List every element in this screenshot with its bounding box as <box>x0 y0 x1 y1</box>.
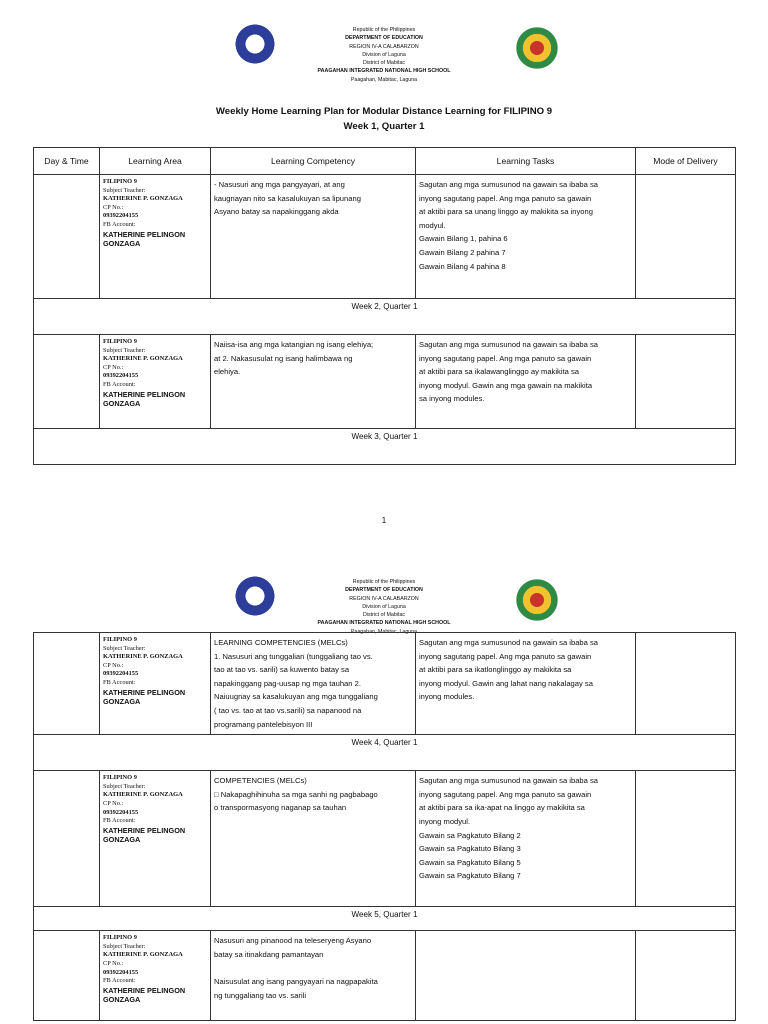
day-time-cell <box>34 335 100 429</box>
competency-line: Naiuugnay sa kasalukuyan ang mga tunggaliang <box>214 692 378 702</box>
teacher-name: KATHERINE P. GONZAGA <box>103 951 183 959</box>
fb-name: GONZAGA <box>103 697 141 707</box>
teacher-name: KATHERINE P. GONZAGA <box>103 791 183 799</box>
cp-label: CP No.: <box>103 203 124 211</box>
page-number: 1 <box>381 516 387 525</box>
table-row <box>34 633 736 735</box>
cp-number: 09392204155 <box>103 212 139 220</box>
task-line: inyong sagutang papel. Ang mga panuto sa gawain <box>419 353 592 363</box>
competency-spacer <box>214 961 412 975</box>
fb-name: KATHERINE PELINGON <box>103 389 186 399</box>
week-label: Week 4, Quarter 1 <box>34 735 736 771</box>
subject-label: FILIPINO 9 <box>103 636 137 643</box>
checkbox-glyph-icon: □ <box>214 789 219 799</box>
task-line: Sagutan ang mga sumusunod na gawain sa ibaba sa <box>419 638 599 647</box>
header-line: District of Mabitac <box>362 612 406 619</box>
tasks-cell <box>416 175 636 299</box>
cp-number: 09392204155 <box>103 372 139 380</box>
learning-area-cell <box>100 335 211 429</box>
week-label: Week 2, Quarter 1 <box>34 299 736 335</box>
day-time-cell <box>34 175 100 299</box>
competency-line: Naisusulat ang isang pangyayari na nagpapakita <box>214 976 378 986</box>
mode-of-delivery-cell <box>636 931 736 1021</box>
table-header-row <box>34 148 736 175</box>
header-line: Division of Laguna <box>362 603 406 610</box>
task-line: Sagutan ang mga sumusunod na gawain sa ibaba sa <box>419 340 599 349</box>
task-line: inyong sagutang papel. Ang mga panuto sa gawain <box>419 651 592 661</box>
week-divider-row <box>34 907 736 931</box>
header-line: Division of Laguna <box>362 51 406 58</box>
teacher-label: Subject Teacher: <box>103 186 146 194</box>
competency-line: ( tao vs. tao at tao vs.sarili) sa napanood na <box>214 705 362 715</box>
cp-number: 09392204155 <box>103 968 139 976</box>
week-divider-row <box>34 735 736 771</box>
task-line: Gawain Bilang 4 pahina 8 <box>419 261 506 271</box>
task-line: inyong modyul. Gawin ang lahat nang nakalagay sa <box>419 678 593 688</box>
task-line: modyul. <box>419 220 446 230</box>
task-line: Gawain Bilang 2 pahina 7 <box>419 247 506 257</box>
subject-label: FILIPINO 9 <box>103 178 137 185</box>
fb-name: KATHERINE PELINGON <box>103 687 186 697</box>
subject-label: FILIPINO 9 <box>103 774 137 782</box>
learning-area-cell <box>100 931 211 1021</box>
header-line: PAAGAHAN INTEGRATED NATIONAL HIGH SCHOOL <box>317 68 451 75</box>
document-subtitle: Week 1, Quarter 1 <box>343 121 425 132</box>
table-row <box>34 175 736 299</box>
teacher-label: Subject Teacher: <box>103 346 146 354</box>
competency-line: batay sa itinakdang pamantayan <box>214 949 324 959</box>
fb-name: KATHERINE PELINGON <box>103 825 186 835</box>
letterhead-text <box>0 26 768 84</box>
competency-line: LEARNING COMPETENCIES (MELCs) <box>214 638 348 647</box>
cp-label: CP No.: <box>103 799 124 807</box>
header-line: DEPARTMENT OF EDUCATION <box>345 587 423 594</box>
header-line: Republic of the Philippines <box>352 27 416 33</box>
header-line: REGION IV-A CALABARZON <box>349 595 419 602</box>
fb-name: KATHERINE PELINGON <box>103 985 186 995</box>
competency-line: napakinggang pag-uusap ng mga tauhan 2. <box>214 678 361 688</box>
header-line: Paagahan, Mabitac, Laguna <box>350 76 418 83</box>
task-line: Gawain Bilang 1, pahina 6 <box>419 234 508 244</box>
task-line: inyong sagutang papel. Ang mga panuto sa gawain <box>419 789 592 799</box>
teacher-name: KATHERINE P. GONZAGA <box>103 195 183 203</box>
learning-area-cell <box>100 633 211 735</box>
teacher-label: Subject Teacher: <box>103 782 146 790</box>
page-2 <box>0 552 768 1024</box>
header-line: PAAGAHAN INTEGRATED NATIONAL HIGH SCHOOL <box>317 620 451 627</box>
table-row <box>34 771 736 907</box>
letterhead <box>0 0 768 100</box>
learning-area-cell <box>100 771 211 907</box>
tasks-cell <box>416 335 636 429</box>
task-line: inyong modyul. <box>419 816 471 826</box>
day-time-cell <box>34 633 100 735</box>
competency-line <box>214 788 412 802</box>
document-title: Weekly Home Learning Plan for Modular Distance Learning for FILIPINO 9 <box>215 106 553 117</box>
task-line: Gawain sa Pagkatuto Bilang 5 <box>419 857 521 867</box>
column-header: Learning Area <box>100 148 211 175</box>
teacher-label: Subject Teacher: <box>103 644 146 652</box>
teacher-name: KATHERINE P. GONZAGA <box>103 355 183 363</box>
fb-label: FB Account: <box>103 220 136 228</box>
competency-cell <box>211 931 416 1021</box>
header-line: Paagahan, Mabitac, Laguna <box>350 628 418 635</box>
task-line: inyong modules. <box>419 692 475 702</box>
task-line: at aktibi para sa unang linggo ay makikita sa inyong <box>419 207 593 217</box>
teacher-name: KATHERINE P. GONZAGA <box>103 653 183 661</box>
learning-area-cell <box>100 175 211 299</box>
fb-name: KATHERINE PELINGON <box>103 229 186 239</box>
day-time-cell <box>34 771 100 907</box>
task-line: Gawain sa Pagkatuto Bilang 3 <box>419 844 521 854</box>
competency-line: Nasusuri ang pinanood na teleseryeng Asyano <box>214 936 372 946</box>
header-line: REGION IV-A CALABARZON <box>349 43 419 50</box>
week-label: Week 5, Quarter 1 <box>34 907 736 931</box>
fb-name: GONZAGA <box>103 399 141 409</box>
fb-label: FB Account: <box>103 977 136 985</box>
week-divider-row <box>34 299 736 335</box>
task-line: inyong modyul. Gawin ang mga gawain na makikita <box>419 380 593 390</box>
week-divider-row <box>34 429 736 465</box>
fb-name: GONZAGA <box>103 239 141 249</box>
task-line: at aktibi para sa ikalawanglinggo ay makikita sa <box>419 367 579 377</box>
table-row <box>34 931 736 1021</box>
header-line: Republic of the Philippines <box>352 579 416 585</box>
competency-line: 1. Nasusuri ang tunggalian (tunggaliang tao vs. <box>214 651 373 661</box>
cp-label: CP No.: <box>103 363 124 371</box>
teacher-label: Subject Teacher: <box>103 942 146 950</box>
column-header: Mode of Delivery <box>636 148 736 175</box>
column-header: Learning Tasks <box>416 148 636 175</box>
cp-label: CP No.: <box>103 661 124 669</box>
letterhead-text <box>0 578 768 636</box>
learning-plan-table <box>33 632 736 1021</box>
column-header: Learning Competency <box>211 148 416 175</box>
learning-plan-table <box>33 147 736 465</box>
competency-line: at 2. Nakasusulat ng isang halimbawa ng <box>214 353 353 363</box>
task-line: at aktibi para sa ika-apat na linggo ay makikita sa <box>419 803 585 813</box>
task-line: Sagutan ang mga sumusunod na gawain sa ibaba sa <box>419 180 599 189</box>
competency-line: elehiya. <box>214 367 241 377</box>
competency-text: Nakapaghihinuha sa mga sanhi ng pagbabago <box>218 789 378 799</box>
day-time-cell <box>34 931 100 1021</box>
task-line: at aktibi para sa ikatlonglinggo ay makikita sa <box>419 665 572 675</box>
task-line: Sagutan ang mga sumusunod na gawain sa ibaba sa <box>419 776 599 786</box>
fb-name: GONZAGA <box>103 995 141 1005</box>
subject-label: FILIPINO 9 <box>103 338 137 345</box>
tasks-cell <box>416 633 636 735</box>
task-line: inyong sagutang papel. Ang mga panuto sa gawain <box>419 193 592 203</box>
column-header: Day & Time <box>34 148 100 175</box>
tasks-cell <box>416 771 636 907</box>
subject-label: FILIPINO 9 <box>103 934 137 942</box>
competency-line: - Nasusuri ang mga pangyayari, at ang <box>214 180 345 189</box>
competency-line: tao at tao vs. sarili) sa kuwento batay sa <box>214 665 350 675</box>
task-line: Gawain sa Pagkatuto Bilang 2 <box>419 830 521 840</box>
competency-line: Asyano batay sa napakinggang akda <box>214 207 339 217</box>
header-line: District of Mabitac <box>362 60 406 67</box>
competency-cell <box>211 175 416 299</box>
competency-line: ng tunggaliang tao vs. sarili <box>214 990 307 1000</box>
mode-of-delivery-cell <box>636 335 736 429</box>
fb-label: FB Account: <box>103 817 136 825</box>
fb-label: FB Account: <box>103 380 136 388</box>
fb-name: GONZAGA <box>103 835 141 845</box>
competency-cell <box>211 771 416 907</box>
competency-line: programang pantelebisyon III <box>214 719 313 729</box>
task-line: Gawain sa Pagkatuto Bilang 7 <box>419 871 521 881</box>
week-label: Week 3, Quarter 1 <box>34 429 736 465</box>
task-line: sa inyong modules. <box>419 394 485 404</box>
competency-line: o transpormasyong naganap sa tauhan <box>214 803 347 813</box>
competency-cell <box>211 335 416 429</box>
fb-label: FB Account: <box>103 678 136 686</box>
tasks-cell <box>416 931 636 1021</box>
cp-number: 09392204155 <box>103 670 139 678</box>
header-line: DEPARTMENT OF EDUCATION <box>345 35 423 42</box>
cp-label: CP No.: <box>103 959 124 967</box>
competency-cell <box>211 633 416 735</box>
competency-line: Naiisa-isa ang mga katangian ng isang elehiya; <box>214 340 374 349</box>
cp-number: 09392204155 <box>103 808 139 816</box>
competency-line: kaugnayan nito sa kasalukuyan sa lipunang <box>214 193 361 203</box>
mode-of-delivery-cell <box>636 633 736 735</box>
competency-line: COMPETENCIES (MELCs) <box>214 776 307 786</box>
mode-of-delivery-cell <box>636 175 736 299</box>
table-row <box>34 335 736 429</box>
mode-of-delivery-cell <box>636 771 736 907</box>
